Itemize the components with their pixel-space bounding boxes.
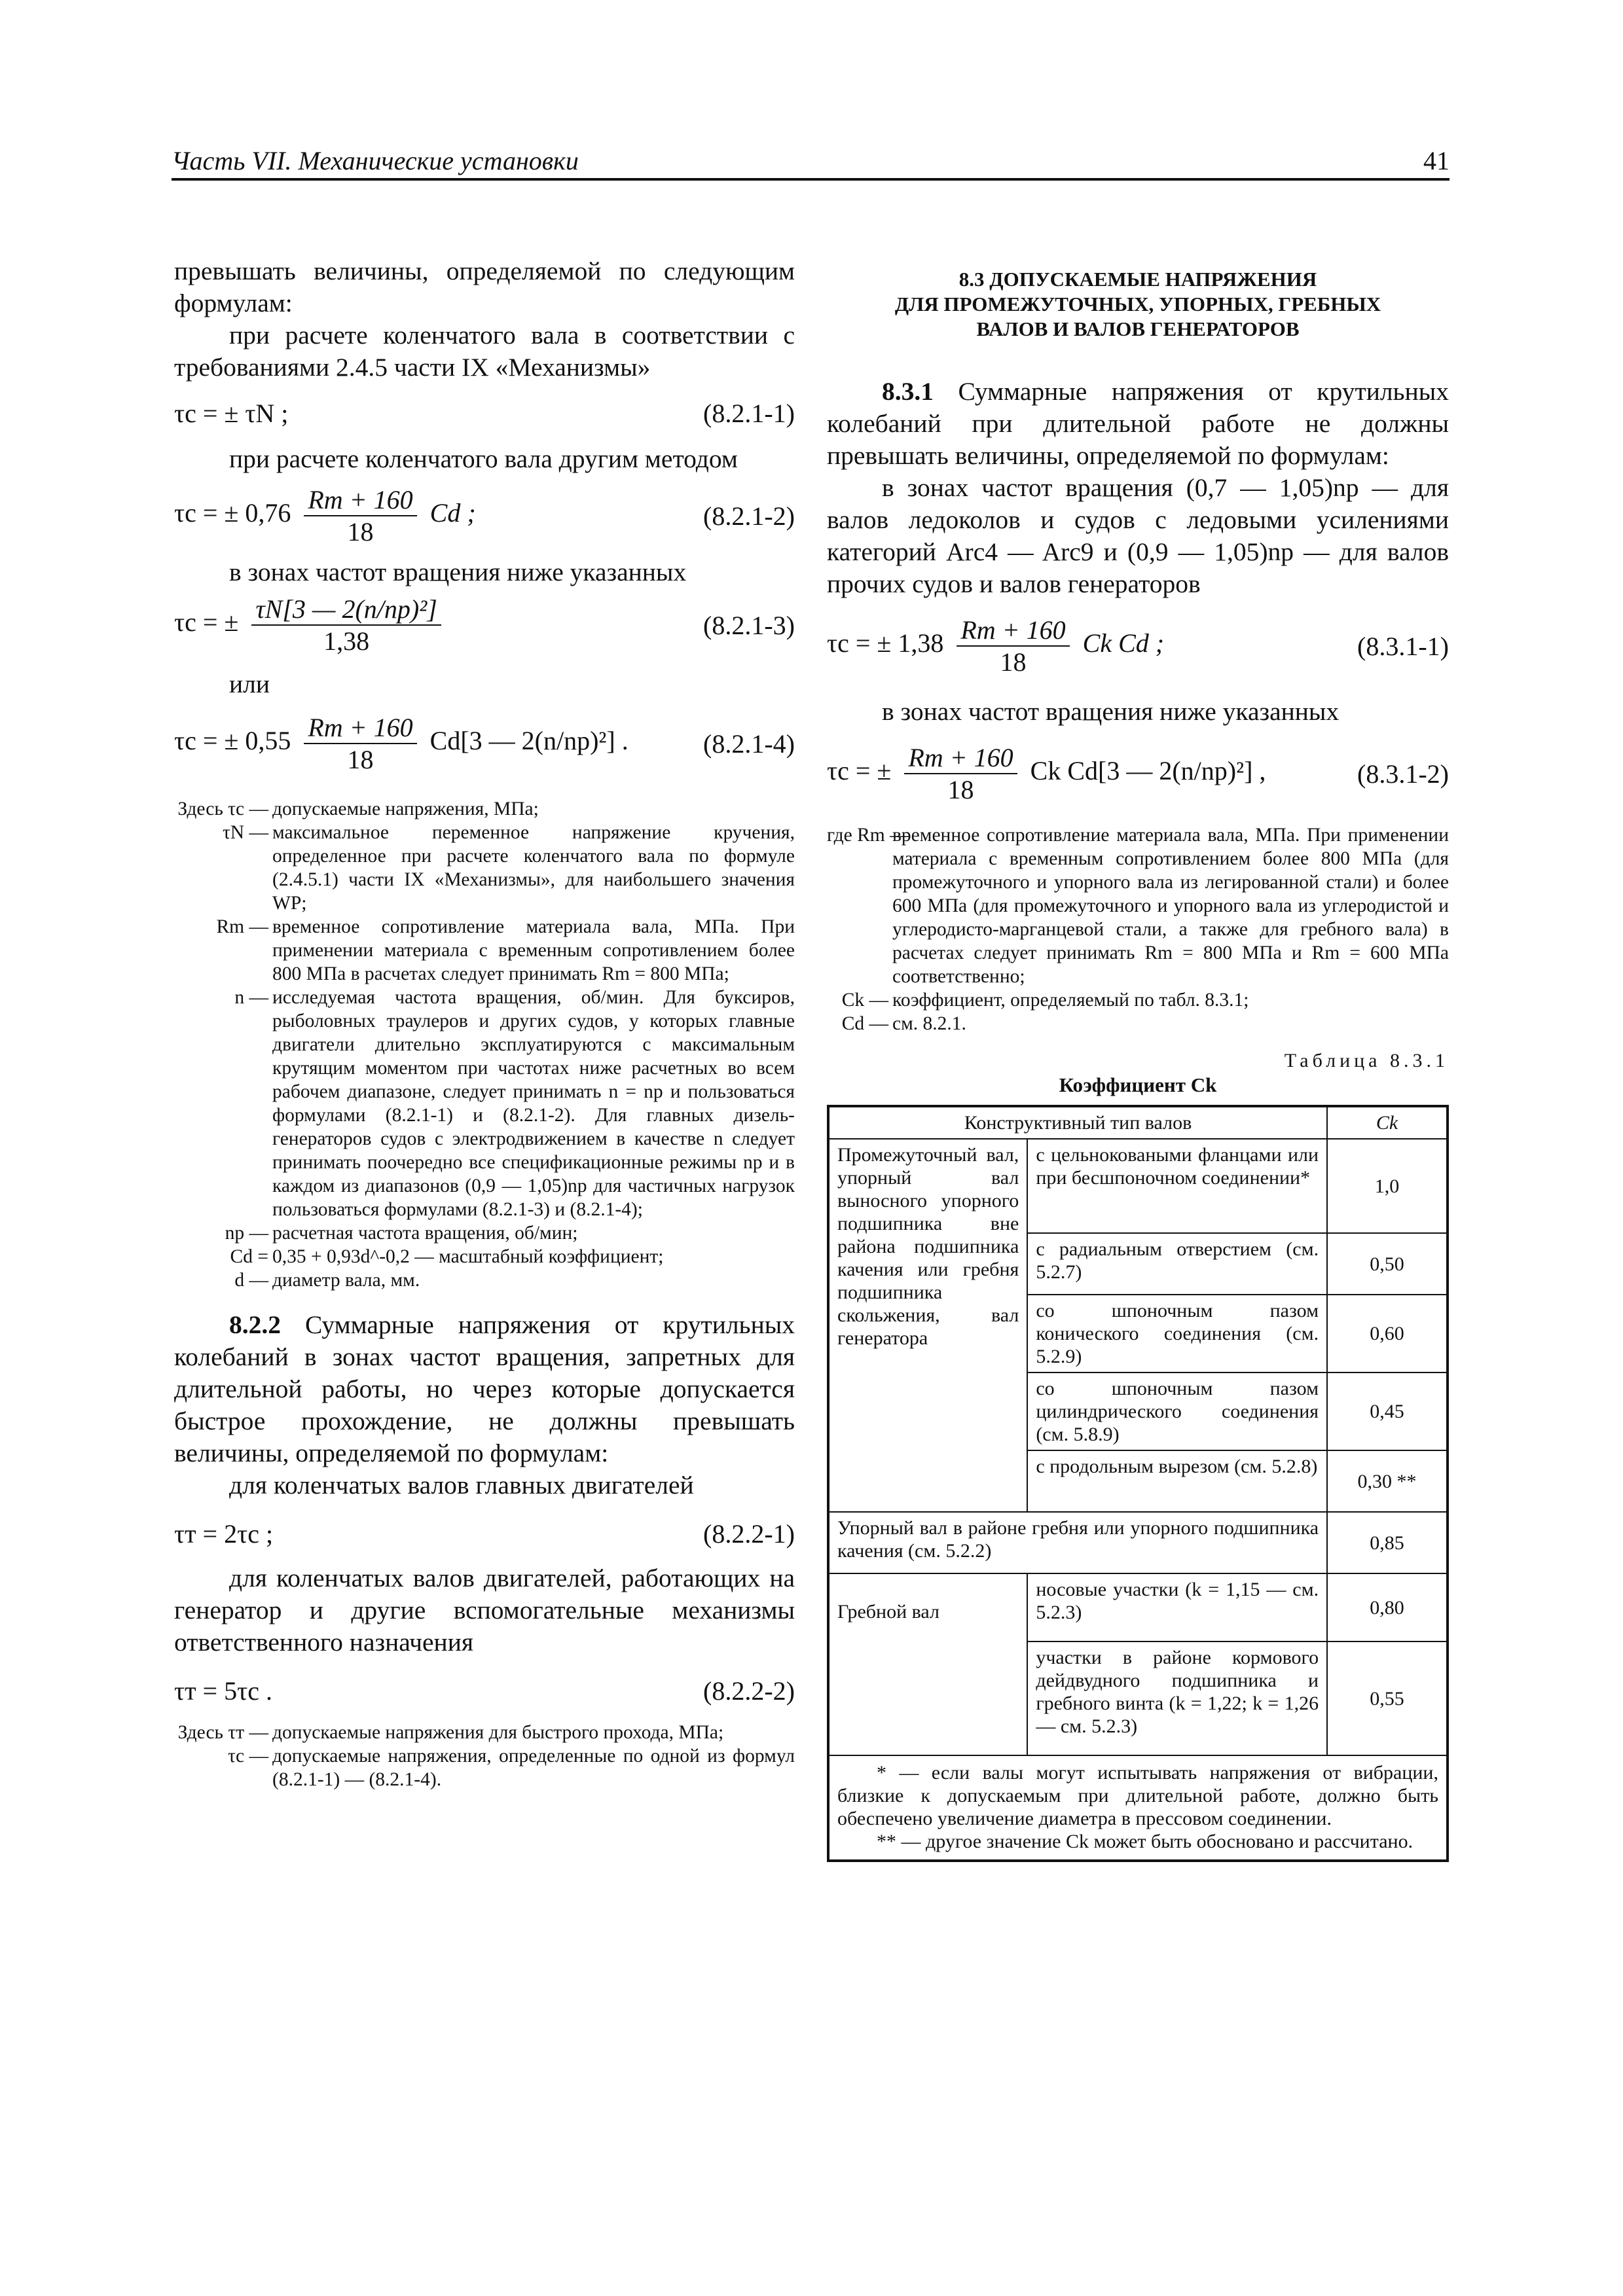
paragraph: для коленчатых валов главных двигателей: [229, 1471, 694, 1499]
header-rule: [172, 178, 1450, 181]
equation-number: (8.2.2-2): [703, 1676, 795, 1706]
fraction-denominator: 1,38: [323, 626, 370, 656]
definition-symbol: Здесь τт —: [177, 1722, 268, 1743]
table-cell: Упорный вал в районе гребня или упорного подшипника качения (см. 5.2.2): [828, 1512, 1327, 1573]
table-header-cell: Конструктивный тип валов: [828, 1106, 1327, 1139]
equation-number: (8.2.1-4): [703, 728, 795, 759]
paragraph: в зонах частот вращения (0,7 — 1,05)nр — для валов ледоколов и судов с ледовыми усилениями категорий Arc4 — Arc9 и (0,9 — 1,05)nр — для валов прочих судов и валов генераторов: [827, 473, 1449, 598]
definition-text: допускаемые напряжения для быстрого прохода, МПа;: [272, 1722, 724, 1743]
equation-number: (8.3.1-1): [1357, 631, 1449, 661]
equation-8-2-1-4: [174, 712, 795, 775]
table-header-row: [828, 1106, 1448, 1139]
equation-body: τт = 2τс ;: [174, 1519, 274, 1549]
running-header-title: Часть VII. Механические установки: [172, 146, 579, 175]
table-group-cell: Промежуточный вал, упорный вал выносного упорного подшипника вне района подшипника качения или гребня подшипника скольжения, вал генератора: [828, 1139, 1027, 1512]
equation-lhs: τс = ± 0,76: [174, 498, 291, 528]
coefficient-table: [827, 1105, 1449, 1862]
table-group-cell: Гребной вал: [828, 1573, 1027, 1755]
fraction-denominator: 18: [347, 745, 374, 774]
right-column: [827, 267, 1449, 1862]
equation-lhs: τс = ± 1,38: [827, 628, 944, 658]
equation-8-3-1-1: [827, 615, 1449, 677]
equation-8-3-1-2: [827, 742, 1449, 805]
table-value-cell: 0,80: [1327, 1573, 1448, 1641]
definition-symbol: τN —: [222, 822, 268, 843]
equation-rhs: Ck Cd ;: [1082, 628, 1165, 658]
table-footnote: * — если валы могут испытывать напряжения от вибрации, близкие к допускаемым при длительной работе, должно быть обеспечено увеличение диаметра в прессовом соединении.: [837, 1762, 1438, 1829]
table-cell: со шпоночным пазом конического соединения (см. 5.2.9): [1027, 1295, 1327, 1372]
definition-text: расчетная частота вращения, об/мин;: [272, 1223, 578, 1244]
fraction-denominator: 18: [347, 517, 374, 547]
paragraph: или: [229, 670, 270, 698]
equation-rhs: Ck Cd[3 — 2(n/nр)²] ,: [1030, 756, 1266, 786]
paragraph: в зонах частот вращения ниже указанных: [882, 697, 1340, 726]
definition-text: временное сопротивление материала вала, МПа. При применении материала с временным сопротивлением более 800 МПа в расчетах следует принимать Rm = 800 МПа;: [272, 916, 795, 984]
table-value-cell: 0,45: [1327, 1372, 1448, 1450]
equation-lhs: τс = ±: [827, 756, 892, 786]
table-caption: Таблица 8.3.1: [1284, 1050, 1449, 1071]
equation-8-2-1-1: [174, 398, 795, 429]
heading-line: ДЛЯ ПРОМЕЖУТОЧНЫХ, УПОРНЫХ, ГРЕБНЫХ: [894, 293, 1381, 315]
table-title: Коэффициент Ck: [1059, 1073, 1217, 1096]
paragraph: превышать величины, определяемой по следующим формулам:: [174, 257, 795, 317]
table-cell: участки в районе кормового дейдвудного подшипника и гребного винта (k = 1,22; k = 1,26 — см. 5.2.3): [1027, 1641, 1327, 1755]
definitions-list: [174, 797, 795, 1292]
page-number: 41: [1423, 146, 1450, 175]
table-footnote: ** — другое значение Ck может быть обосновано и рассчитано.: [877, 1831, 1413, 1852]
definition-symbol: Здесь τс —: [177, 798, 268, 819]
table-cell: с продольным вырезом (см. 5.2.8): [1027, 1450, 1327, 1512]
table-cell: носовые участки (k = 1,15 — см. 5.2.3): [1027, 1573, 1327, 1641]
section-heading-8-3: [827, 267, 1449, 342]
equation-body: τт = 5τс .: [174, 1676, 272, 1706]
paragraph: для коленчатых валов двигателей, работающих на генератор и другие вспомогательные механизмы ответственного назначения: [174, 1564, 795, 1657]
table-row: [828, 1512, 1448, 1573]
equation-number: (8.2.1-3): [703, 610, 795, 640]
definition-symbol: Cd =: [230, 1246, 268, 1267]
section-number: 8.3.1: [882, 377, 934, 406]
paragraph: при расчете коленчатого вала другим методом: [229, 444, 738, 473]
definition-text: 0,35 + 0,93d^-0,2 — масштабный коэффициент;: [272, 1246, 664, 1267]
table-row: [828, 1139, 1448, 1233]
equation-8-2-1-2: [174, 484, 795, 547]
definition-symbol: τс —: [228, 1746, 268, 1767]
equation-number: (8.2.2-1): [703, 1519, 795, 1549]
definition-text: допускаемые напряжения, МПа;: [272, 798, 539, 819]
paragraph: Суммарные напряжения от крутильных колебаний при длительной работе не должны превышать величины, определяемой по формулам:: [827, 377, 1450, 470]
fraction-denominator: 18: [1000, 647, 1027, 677]
heading-line: ВАЛОВ И ВАЛОВ ГЕНЕРАТОРОВ: [976, 317, 1300, 340]
definition-symbol: Ck —: [841, 990, 888, 1011]
table-row: [828, 1573, 1448, 1641]
table-value-cell: 0,60: [1327, 1295, 1448, 1372]
paragraph: Суммарные напряжения от крутильных колебаний в зонах частот вращения, запретных для длительной работы, но через которые допускается быстрое прохождение, не должны превышать величины, определяемой по формулам:: [174, 1310, 795, 1467]
left-column: [174, 255, 795, 1791]
definition-text: временное сопротивление материала вала, МПа. При применении материала с временным сопротивлением более 800 МПа (для промежуточного и упорного вала из легированной стали) и более 600 МПа (для промежуточного и упорного вала из углеродистой и углеродисто-марганцевой стали, а также для гребного вала) в расчетах следует принимать Rm = 800 МПа и Rm = 600 МПа соответственно;: [892, 825, 1449, 987]
table-value-cell: 0,85: [1327, 1512, 1448, 1573]
definition-text: см. 8.2.1.: [892, 1013, 966, 1034]
definition-text: диаметр вала, мм.: [272, 1270, 420, 1291]
section-number: 8.2.2: [229, 1310, 281, 1339]
equation-body: τс = ± τN ;: [174, 399, 289, 428]
paragraph: в зонах частот вращения ниже указанных: [229, 558, 687, 586]
fraction-numerator: Rm + 160: [957, 615, 1069, 647]
table-value-cell: 0,30 **: [1327, 1450, 1448, 1512]
equation-number: (8.2.1-2): [703, 501, 795, 531]
definition-symbol: где Rm —: [827, 825, 909, 846]
paragraph: при расчете коленчатого вала в соответствии с требованиями 2.4.5 части IX «Механизмы»: [174, 321, 795, 382]
section-8-2-2: [174, 1309, 795, 1469]
definitions-list: [827, 823, 1449, 1035]
table-notes: [828, 1755, 1448, 1861]
equation-lhs: τс = ±: [174, 607, 239, 637]
table-cell: со шпоночным пазом цилиндрического соединения (см. 5.8.9): [1027, 1372, 1327, 1450]
definition-text: коэффициент, определяемый по табл. 8.3.1;: [892, 990, 1249, 1011]
heading-line: 8.3 ДОПУСКАЕМЫЕ НАПРЯЖЕНИЯ: [958, 268, 1317, 291]
table-cell: с радиальным отверстием (см. 5.2.7): [1027, 1233, 1327, 1295]
fraction-numerator: Rm + 160: [304, 712, 416, 744]
table-value-cell: 0,50: [1327, 1233, 1448, 1295]
equation-lhs: τс = ± 0,55: [174, 726, 291, 756]
table-value-cell: 0,55: [1327, 1641, 1448, 1755]
equation-number: (8.2.1-1): [703, 399, 795, 428]
table-cell: с цельноковаными фланцами или при бесшпоночном соединении*: [1027, 1139, 1327, 1233]
table-notes-row: [828, 1755, 1448, 1861]
definition-symbol: n —: [234, 987, 268, 1008]
table-header-cell: Ck: [1327, 1106, 1448, 1139]
fraction-numerator: Rm + 160: [904, 742, 1017, 774]
equation-rhs: Cd ;: [429, 498, 476, 528]
fraction-numerator: Rm + 160: [304, 484, 416, 516]
equation-rhs: Cd[3 — 2(n/nр)²] .: [429, 726, 629, 756]
section-8-3-1: [827, 376, 1449, 472]
definition-symbol: Cd —: [841, 1013, 888, 1034]
table-value-cell: 1,0: [1327, 1139, 1448, 1233]
definition-symbol: nр —: [225, 1223, 268, 1244]
equation-8-2-1-3: [174, 594, 795, 656]
definitions-list: [174, 1721, 795, 1791]
definition-text: допускаемые напряжения, определенные по одной из формул (8.2.1-1) — (8.2.1-4).: [272, 1746, 795, 1790]
equation-number: (8.3.1-2): [1357, 759, 1449, 789]
definition-symbol: d —: [234, 1270, 268, 1291]
fraction-denominator: 18: [947, 775, 974, 804]
definition-text: исследуемая частота вращения, об/мин. Для буксиров, рыболовных траулеров и других судов, у которых главные двигатели длительно эксплуатируются с максимальным крутящим моментом при частотах ниже расчетных во всем рабочем диапазоне, следует принимать n = nр и пользоваться формулами (8.2.1-1) и (8.2.1-2). Для главных дизель-генераторов судов с электродвижением в качестве n следует принимать поочередно все спецификационные режимы nр и в каждом из диапазонов (0,9 — 1,05)nр для частичных нагрузок пользоваться формулами (8.2.1-3) и (8.2.1-4);: [272, 987, 795, 1220]
equation-8-2-2-1: [174, 1518, 795, 1549]
equation-8-2-2-2: [174, 1676, 795, 1706]
fraction-numerator: τN[3 — 2(n/nр)²]: [251, 594, 441, 626]
definition-text: максимальное переменное напряжение кручения, определенное при расчете коленчатого вала по формуле (2.4.5.1) части IX «Механизмы», для наибольшего значения WP;: [272, 822, 795, 914]
definition-symbol: Rm —: [216, 916, 268, 937]
